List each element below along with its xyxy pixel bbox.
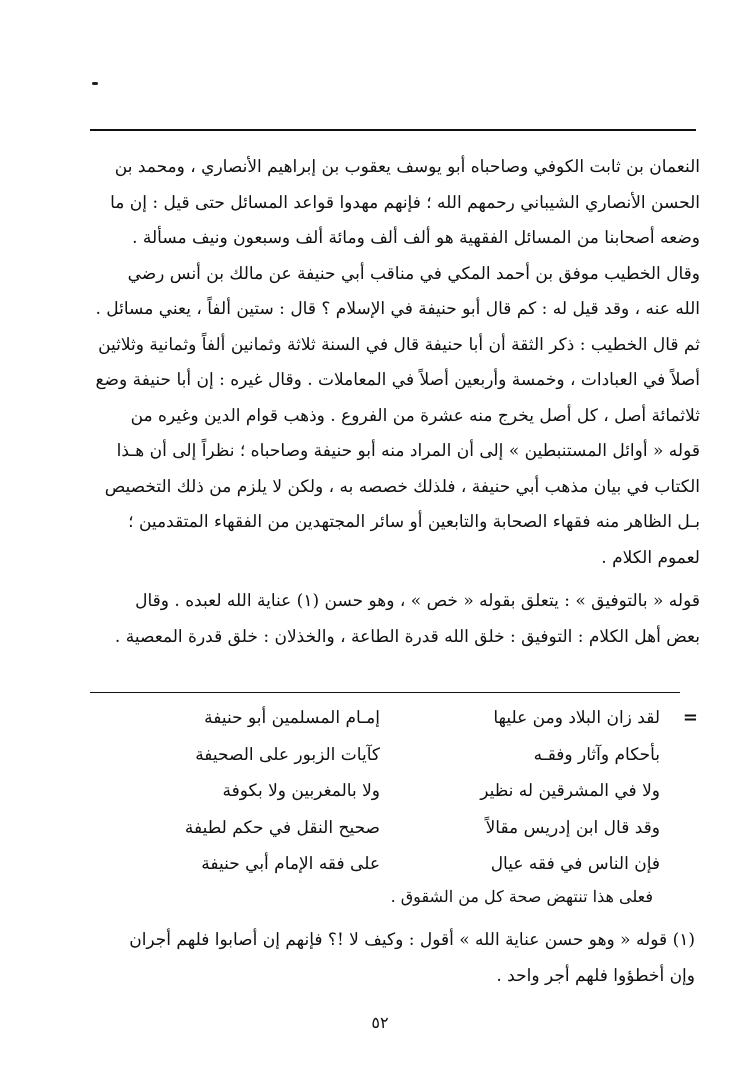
footnote-line: وإن أخطؤوا فلهم أجر واحد . [496, 966, 695, 986]
top-mark [92, 82, 98, 85]
paragraph-2 [80, 584, 700, 655]
verse-second-hemistich: إمـام المسلمين أبو حنيفة [204, 708, 380, 728]
text-line: قوله « بالتوفيق » : يتعلق بقوله « خص » ، وهو حسن (١) عناية الله لعبده . وقال [135, 591, 700, 611]
poem-verse [100, 810, 690, 847]
poem-verse [100, 773, 690, 810]
verse-second-hemistich: على فقه الإمام أبي حنيفة [201, 854, 380, 874]
text-line: بعض أهل الكلام : التوفيق : خلق الله قدرة الطاعة ، والخذلان : خلق قدرة المعصية . [114, 626, 700, 647]
verse-second-hemistich: صحيح النقل في حكم لطيفة [184, 817, 380, 838]
verse-first-hemistich: بأحكام وآثار وفقـه [533, 744, 660, 765]
text-line: أصلاً في العبادات ، وخمسة وأربعين أصلاً في المعاملات . وقال غيره : إن أبا حنيفة وضع [95, 370, 700, 390]
header-rule [90, 129, 696, 131]
poem-marker: = [682, 707, 698, 728]
verse-first-hemistich: ولا في المشرقين له نظير [480, 781, 660, 801]
text-line: ثم قال الخطيب : ذكر الثقة أن أبا حنيفة قال في السنة ثلاثة وثمانين ألفاً وثمانية وثلاثين [98, 334, 700, 355]
text-line: الله عنه ، وقد قيل له : كم قال أبو حنيفة في الإسلام ؟ قال : ستين ألفاً ، يعني مسائل . [95, 299, 700, 319]
poem-verse [100, 700, 690, 737]
text-line: الحسن الأنصاري الشيباني رحمهم الله ؛ فإنهم مهدوا قواعد المسائل حتى قيل : إن ما [110, 192, 700, 213]
main-text [80, 150, 700, 655]
footnote-rule [90, 692, 680, 693]
page-number: ٥٢ [371, 1013, 389, 1032]
text-line: وقال الخطيب موفق بن أحمد المكي في مناقب أبي حنيفة عن مالك بن أنس رضي [127, 263, 700, 284]
text-line: لعموم الكلام . [601, 547, 700, 568]
text-line: قوله « أوائل المستنبطين » إلى أن المراد منه أبو حنيفة وصاحباه ؛ نظراً إلى أن هـذا [116, 441, 700, 461]
poem-block [100, 700, 698, 883]
poem-conclusion: فعلى هذا تنتهض صحة كل من الشقوق . [390, 887, 653, 906]
verse-second-hemistich: ولا بالمغربين ولا بكوفة [222, 781, 380, 801]
paragraph-gap [80, 576, 700, 584]
text-line: ثلاثمائة أصل ، كل أصل يخرج منه عشرة من الفروع . وذهب قوام الدين وغيره من [130, 405, 700, 426]
footnote [75, 922, 695, 994]
text-line: بـل الظاهر منه فقهاء الصحابة والتابعين أو سائر المجتهدين من الفقهاء المتقدمين ؛ [128, 512, 700, 532]
poem-verse [100, 846, 690, 883]
paragraph-1 [80, 150, 700, 576]
verse-first-hemistich: فإن الناس في فقه عيال [490, 854, 660, 874]
poem-verse [100, 737, 690, 774]
verse-first-hemistich: وقد قال ابن إدريس مقالاً [485, 817, 660, 838]
verse-second-hemistich: كآيات الزبور على الصحيفة [195, 744, 380, 765]
footnote-line: (١) قوله « وهو حسن عناية الله » أقول : وكيف لا !؟ فإنهم إن أصابوا فلهم أجران [129, 930, 695, 950]
text-line: وضعه أصحابنا من المسائل الفقهية هو ألف ألف ومائة ألف وسبعون ونيف مسألة . [132, 228, 700, 248]
text-line: النعمان بن ثابت الكوفي وصاحباه أبو يوسف يعقوب بن إبراهيم الأنصاري ، ومحمد بن [114, 157, 700, 177]
verse-first-hemistich: لقد زان البلاد ومن عليها [493, 708, 660, 728]
text-line: الكتاب في بيان مذهب أبي حنيفة ، فلذلك خصصه به ، ولكن لا يلزم من ذلك التخصيص [104, 476, 700, 497]
